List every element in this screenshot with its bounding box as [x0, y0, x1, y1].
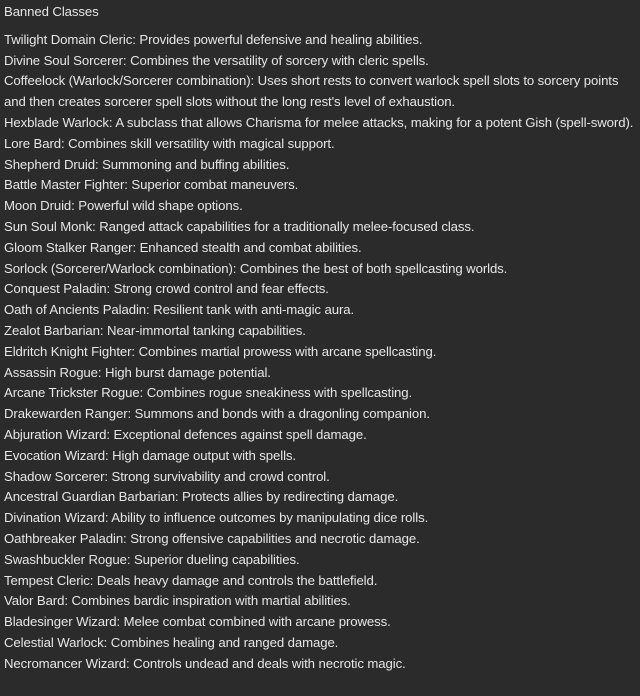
list-item: Coffeelock (Warlock/Sorcerer combination): Uses short rests to convert warlock spell slots to sorcery points and then creates sorcerer spell slots without the long rest's level of exhaustion.	[4, 73, 619, 110]
page-title: Banned Classes	[4, 4, 99, 19]
list-item: Oath of Ancients Paladin: Resilient tank with anti-magic aura.	[4, 302, 355, 318]
list-item: Arcane Trickster Rogue: Combines rogue sneakiness with spellcasting.	[4, 385, 413, 401]
list-item: Shadow Sorcerer: Strong survivability and crowd control.	[4, 468, 330, 484]
list-item: Conquest Paladin: Strong crowd control and fear effects.	[4, 281, 329, 297]
list-item: Necromancer Wizard: Controls undead and deals with necrotic magic.	[4, 655, 406, 671]
list-item: Sun Soul Monk: Ranged attack capabilities for a traditionally melee-focused class.	[4, 218, 475, 234]
list-item: Gloom Stalker Ranger: Enhanced stealth and combat abilities.	[4, 239, 362, 255]
class-list	[4, 30, 636, 675]
list-item: Celestial Warlock: Combines healing and ranged damage.	[4, 634, 339, 650]
list-item: Moon Druid: Powerful wild shape options.	[4, 198, 243, 214]
list-item: Battle Master Fighter: Superior combat maneuvers.	[4, 177, 299, 193]
list-item: Ancestral Guardian Barbarian: Protects allies by redirecting damage.	[4, 489, 399, 505]
list-item: Hexblade Warlock: A subclass that allows Charisma for melee attacks, making for a potent Gish (spell-sword).	[4, 114, 634, 130]
list-item: Abjuration Wizard: Exceptional defences against spell damage.	[4, 426, 367, 442]
list-item: Divine Soul Sorcerer: Combines the versatility of sorcery with cleric spells.	[4, 52, 429, 68]
list-item: Divination Wizard: Ability to influence outcomes by manipulating dice rolls.	[4, 510, 429, 526]
list-item: Zealot Barbarian: Near-immortal tanking capabilities.	[4, 322, 306, 338]
list-item: Twilight Domain Cleric: Provides powerful defensive and healing abilities.	[4, 31, 423, 47]
list-item: Oathbreaker Paladin: Strong offensive capabilities and necrotic damage.	[4, 530, 420, 546]
list-item: Valor Bard: Combines bardic inspiration with martial abilities.	[4, 593, 351, 609]
list-item: Bladesinger Wizard: Melee combat combined with arcane prowess.	[4, 614, 391, 630]
list-item: Tempest Cleric: Deals heavy damage and controls the battlefield.	[4, 572, 378, 588]
list-item: Sorlock (Sorcerer/Warlock combination): Combines the best of both spellcasting worlds.	[4, 260, 508, 276]
list-item: Assassin Rogue: High burst damage potential.	[4, 364, 271, 380]
list-item: Lore Bard: Combines skill versatility with magical support.	[4, 135, 335, 151]
list-item: Eldritch Knight Fighter: Combines martial prowess with arcane spellcasting.	[4, 343, 437, 359]
list-item: Swashbuckler Rogue: Superior dueling capabilities.	[4, 551, 300, 567]
list-item: Evocation Wizard: High damage output with spells.	[4, 447, 296, 463]
list-item: Shepherd Druid: Summoning and buffing abilities.	[4, 156, 290, 172]
list-item: Drakewarden Ranger: Summons and bonds with a dragonling companion.	[4, 406, 430, 422]
